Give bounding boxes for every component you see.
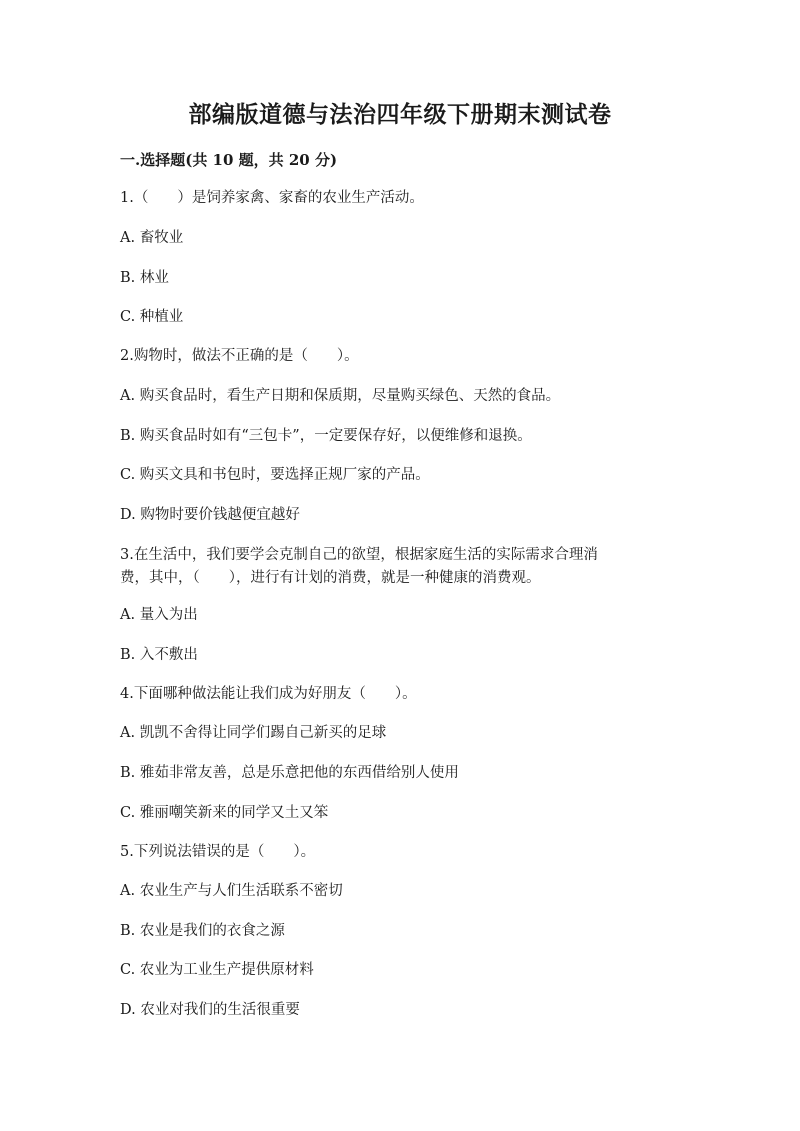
question-3-option-b: B. 入不敷出 xyxy=(120,647,198,663)
document-title: 部编版道德与法治四年级下册期末测试卷 xyxy=(188,101,612,128)
question-1-option-a: A. 畜牧业 xyxy=(120,230,184,246)
question-2-option-a: A. 购买食品时，看生产日期和保质期，尽量购买绿色、天然的食品。 xyxy=(120,388,561,404)
question-1-option-b: B. 林业 xyxy=(120,270,169,286)
question-2-option-d: D. 购物时要价钱越便宜越好 xyxy=(120,507,300,523)
question-5-stem: 5.下列说法错误的是（ ）。 xyxy=(120,844,316,860)
question-5-option-a: A. 农业生产与人们生活联系不密切 xyxy=(120,883,343,899)
question-2-stem: 2.购物时，做法不正确的是（ ）。 xyxy=(120,348,359,364)
question-3-option-a: A. 量入为出 xyxy=(120,607,198,623)
question-4-option-a: A. 凯凯不舍得让同学们踢自己新买的足球 xyxy=(120,725,387,741)
question-3-stem-line-1: 3.在生活中，我们要学会克制自己的欲望，根据家庭生活的实际需求合理消 xyxy=(120,547,598,563)
question-2-option-b: B. 购买食品时如有“三包卡”，一定要保存好，以便维修和退换。 xyxy=(120,428,532,444)
section-header: 一.选择题(共 10 题，共 20 分) xyxy=(120,151,338,169)
question-5-option-b: B. 农业是我们的衣食之源 xyxy=(120,923,285,939)
question-2-option-c: C. 购买文具和书包时，要选择正规厂家的产品。 xyxy=(120,467,430,483)
question-4-option-c: C. 雅丽嘲笑新来的同学又土又笨 xyxy=(120,805,329,821)
question-1-stem: 1.（ ）是饲养家禽、家畜的农业生产活动。 xyxy=(120,190,424,206)
question-3-stem-line-2: 费，其中，（ ），进行有计划的消费，就是一种健康的消费观。 xyxy=(120,570,541,586)
question-4-stem: 4.下面哪种做法能让我们成为好朋友（ ）。 xyxy=(120,686,417,702)
question-5-option-d: D. 农业对我们的生活很重要 xyxy=(120,1002,300,1018)
question-5-option-c: C. 农业为工业生产提供原材料 xyxy=(120,962,314,978)
question-4-option-b: B. 雅茹非常友善，总是乐意把他的东西借给别人使用 xyxy=(120,765,459,781)
question-1-option-c: C. 种植业 xyxy=(120,309,184,325)
